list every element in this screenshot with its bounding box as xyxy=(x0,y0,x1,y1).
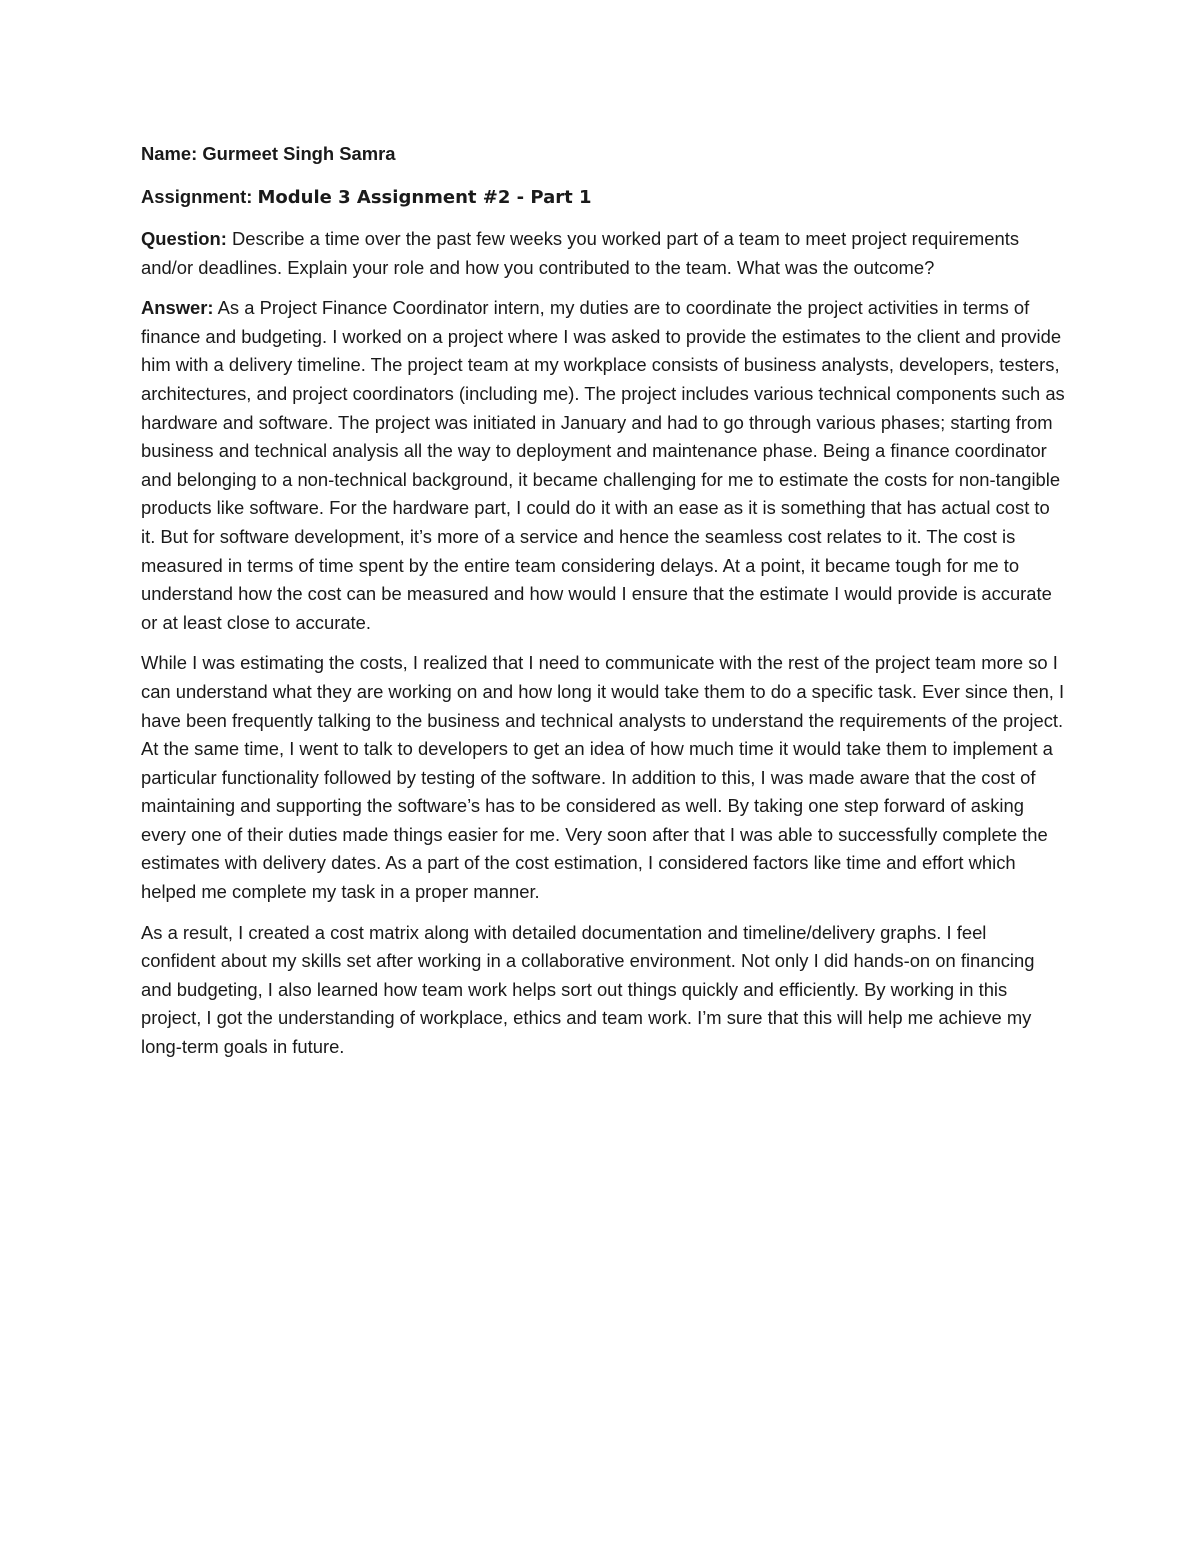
answer-text-2: While I was estimating the costs, I realized that I need to communicate with the rest of the project team more so I can understand what they are working on and how long it would take them to do a specific task. Ever since then, I have been frequently talking to the business and technical analysts to understand the requirements of the project. At the same time, I went to talk to developers to get an idea of how much time it would take them to implement a particular functionality followed by testing of the software. In addition to this, I was made aware that the cost of maintaining and supporting the software’s has to be considered as well. By taking one step forward of asking every one of their duties made things easier for me. Very soon after that I was able to successfully complete the estimates with delivery dates. As a part of the cost estimation, I considered factors like time and effort which helped me complete my task in a proper manner. xyxy=(141,652,1065,903)
answer-text-3: As a result, I created a cost matrix along with detailed documentation and timeline/delivery graphs. I feel confident about my skills set after working in a collaborative environment. Not only I did hands-on on financing and budgeting, I also learned how team work helps sort out things quickly and efficiently. By working in this project, I got the understanding of workplace, ethics and team work. I’m sure that this will help me achieve my long-term goals in future. xyxy=(141,921,1035,1058)
answer-paragraph-1 xyxy=(141,294,1066,637)
answer-label: Answer: xyxy=(141,297,214,319)
name-line xyxy=(141,140,1066,172)
assignment-label: Assignment: xyxy=(141,186,258,207)
answer-paragraph-3 xyxy=(141,919,1066,1062)
question-label: Question: xyxy=(141,228,227,249)
question-paragraph xyxy=(141,225,1066,282)
question-text: Describe a time over the past few weeks you worked part of a team to meet project requirements and/or deadlines. Explain your role and how you contributed to the team. What was the outcome? xyxy=(141,228,1020,278)
assignment-line xyxy=(141,183,1066,215)
document-body xyxy=(141,140,1066,1062)
name-value: Gurmeet Singh Samra xyxy=(202,143,396,164)
assignment-value: Module 3 Assignment #2 - Part 1 xyxy=(257,187,592,208)
name-label: Name: xyxy=(141,143,203,164)
answer-text-1: As a Project Finance Coordinator intern, my duties are to coordinate the project activities in terms of finance and budgeting. I worked on a project where I was asked to provide the estimates to the client and provide him with a delivery timeline. The project team at my workplace consists of business analysts, developers, testers, architectures, and project coordinators (including me). The project includes various technical components such as hardware and software. The project was initiated in January and had to go through various phases; starting from business and technical analysis all the way to deployment and maintenance phase. Being a finance coordinator and belonging to a non-technical background, it became challenging for me to estimate the costs for non-tangible products like software. For the hardware part, I could do it with an ease as it is something that has actual cost to it. But for software development, it’s more of a service and hence the seamless cost relates to it. The cost is measured in terms of time spent by the entire team considering delays. At a point, it became tough for me to understand how the cost can be measured and how would I ensure that the estimate I would provide is accurate or at least close to accurate. xyxy=(141,297,1065,633)
answer-paragraph-2 xyxy=(141,649,1066,906)
